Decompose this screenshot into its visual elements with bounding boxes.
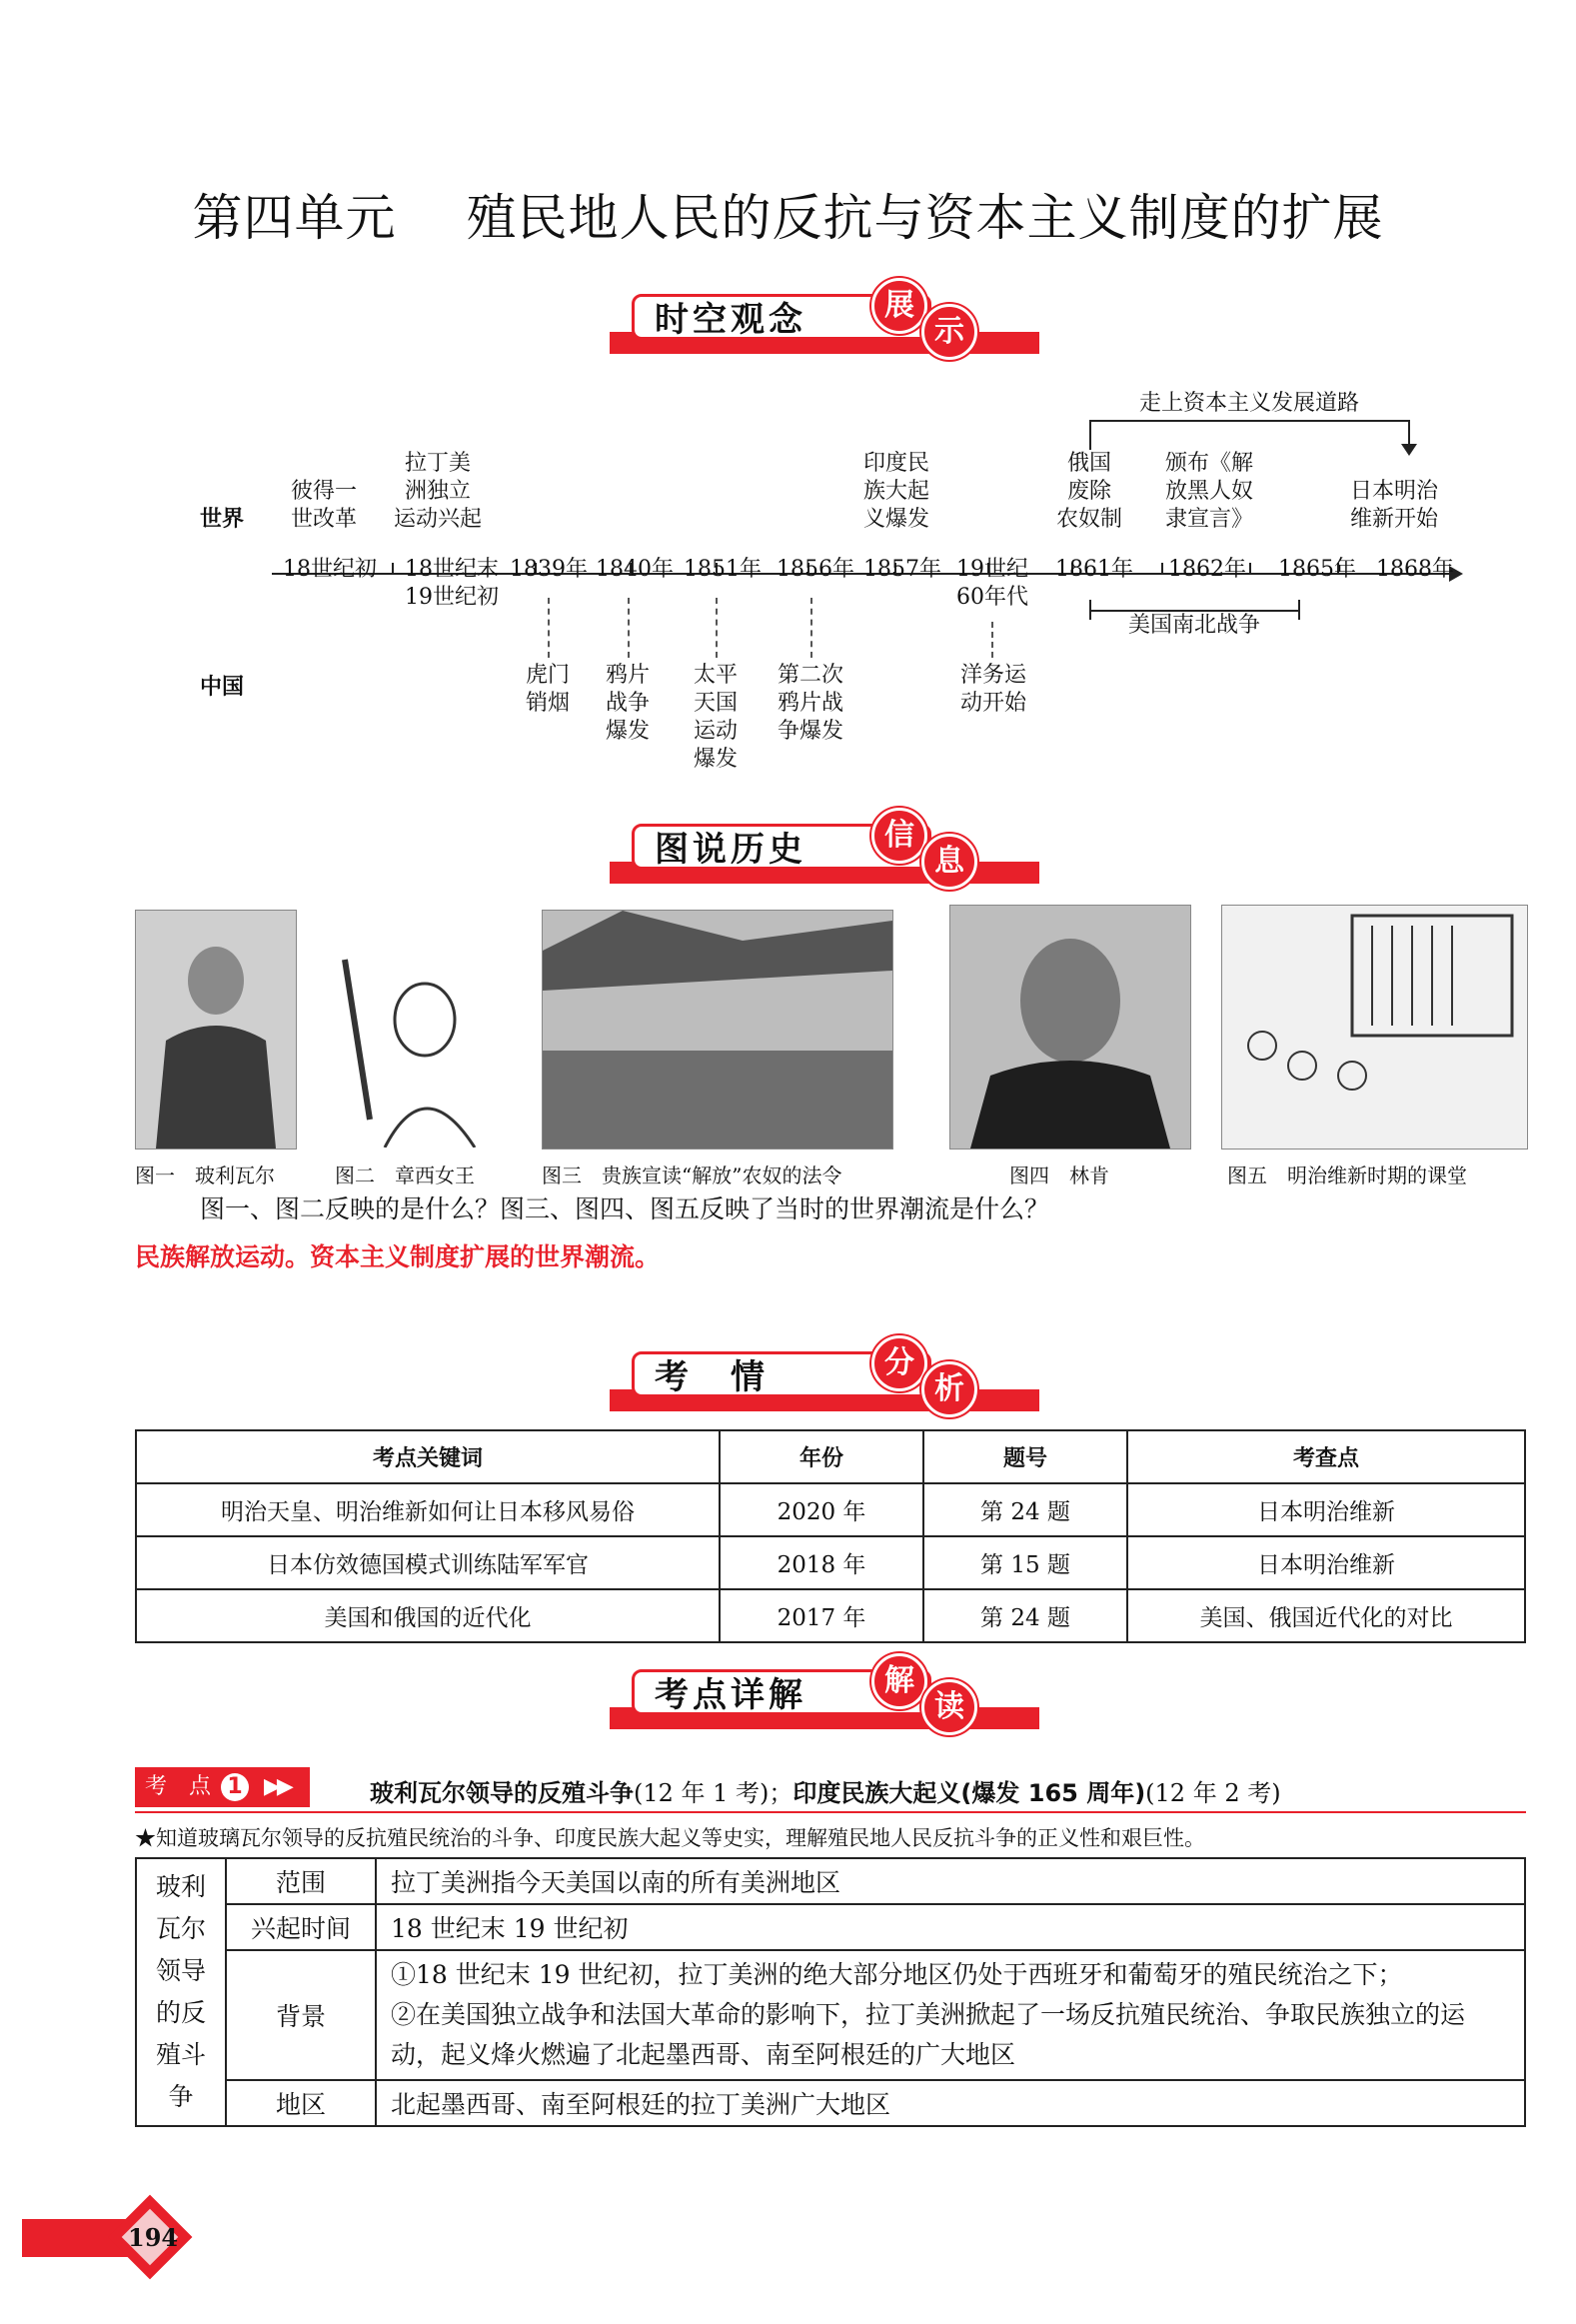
bracket-top-line [1089, 420, 1409, 422]
table-row [136, 2080, 1525, 2126]
banner-detail-text: 考点详解 [632, 1669, 931, 1715]
banner-badge-2: 析 [921, 1361, 977, 1417]
year-label: 18世纪末 19世纪初 [405, 557, 499, 610]
year-label: 1857年 [863, 557, 941, 582]
main-label: 玻利瓦尔领导的反殖斗争 [136, 1858, 226, 2126]
banner-timeline-text: 时空观念 [632, 294, 931, 340]
year-label: 1862年 [1168, 557, 1246, 582]
scene-classroom-icon [1221, 905, 1528, 1150]
exam-table [135, 1429, 1526, 1643]
table-cell: 第 24 题 [923, 1589, 1127, 1642]
bracket-top-label: 走上资本主义发展道路 [1138, 391, 1359, 416]
caption: 图二 章西女王 [335, 1163, 475, 1187]
year-label: 1840年 [596, 557, 674, 582]
year-label: 1868年 [1376, 557, 1454, 582]
table-cell: 日本明治维新 [1127, 1536, 1525, 1589]
year-label: 1865年 [1278, 557, 1356, 582]
page-number: 194 [128, 2223, 179, 2252]
table-row [136, 1589, 1525, 1642]
portrait-rani-icon [325, 950, 505, 1148]
banner-exam-text: 考 情 [632, 1351, 931, 1397]
caption: 图五 明治维新时期的课堂 [1227, 1163, 1467, 1187]
world-event: 印度民 族大起 义爆发 [862, 451, 929, 532]
table-cell: 2018 年 [720, 1536, 923, 1589]
kaodian-label: 考 点 [145, 1774, 212, 1799]
table-row [136, 1536, 1525, 1589]
table-cell: 日本明治维新 [1127, 1483, 1525, 1536]
kaodian-title-b-note: (12 年 2 考) [1145, 1779, 1281, 1807]
banner-timeline [610, 288, 1039, 354]
caption: 图一 玻利瓦尔 [135, 1163, 275, 1187]
year-label: 1856年 [777, 557, 854, 582]
portrait-lincoln-icon [949, 905, 1191, 1150]
kaodian-title-a-note: (12 年 1 考)； [634, 1779, 793, 1807]
banner-badge-1: 分 [871, 1335, 927, 1391]
year-label: 18世纪初 [283, 557, 377, 582]
year-label: 1861年 [1055, 557, 1133, 582]
china-label: 中国 [200, 675, 245, 700]
table-cell: 美国、俄国近代化的对比 [1127, 1589, 1525, 1642]
double-arrow-icon: ▶▶ [264, 1774, 290, 1799]
unit-title [0, 178, 1576, 250]
world-event: 颁布《解 放黑人奴 隶宣言》 [1164, 451, 1253, 532]
china-event: 鸦片 战争 爆发 [605, 663, 650, 744]
banner-badge-1: 解 [871, 1653, 927, 1709]
scene-decree-icon [542, 910, 893, 1150]
row-content: ①18 世纪末 19 世纪初，拉丁美洲的绝大部分地区仍处于西班牙和葡萄牙的殖民统治之下； ②在美国独立战争和法国大革命的影响下，拉丁美洲掀起了一场反抗殖民统治、争取民族独立的运动，起义烽火燃遍了北起墨西哥、南至阿根廷的广大地区 [376, 1950, 1525, 2080]
banner-badge-2: 息 [921, 834, 977, 890]
row-label: 范围 [226, 1858, 376, 1904]
kaodian-title-b: 印度民族大起义(爆发 165 周年) [792, 1779, 1146, 1807]
divider [135, 1811, 1526, 1813]
kaodian-title [370, 1773, 1281, 1808]
world-event: 俄国 废除 农奴制 [1055, 451, 1122, 532]
kaodian-tag [135, 1767, 310, 1807]
portrait-bolivar-icon [135, 910, 297, 1150]
kaodian-number: 1 [221, 1773, 249, 1801]
bracket-bottom-label: 美国南北战争 [1127, 613, 1260, 638]
bracket-top-left [1089, 420, 1091, 450]
year-label: 1839年 [510, 557, 588, 582]
banner-exam [610, 1345, 1039, 1411]
banner-detail [610, 1663, 1039, 1729]
world-event: 日本明治 维新开始 [1349, 479, 1438, 532]
table-cell: 2017 年 [720, 1589, 923, 1642]
banner-badge-1: 展 [871, 278, 927, 334]
china-event: 虎门 销烟 [525, 663, 570, 716]
table-header-row [136, 1430, 1525, 1483]
unit-number: 第四单元 [192, 189, 397, 247]
year-label: 1851年 [684, 557, 762, 582]
world-event: 拉丁美 洲独立 运动兴起 [393, 451, 482, 532]
table-row [136, 1950, 1525, 2080]
kaodian-title-a: 玻利瓦尔领导的反殖斗争 [370, 1779, 634, 1807]
table-cell: 美国和俄国的近代化 [136, 1589, 720, 1642]
row-label: 地区 [226, 2080, 376, 2126]
table-cell: 第 24 题 [923, 1483, 1127, 1536]
detail-table [135, 1857, 1526, 2127]
column-header: 考查点 [1127, 1430, 1525, 1483]
world-label: 世界 [200, 507, 245, 532]
column-header: 年份 [720, 1430, 923, 1483]
caption: 图四 林肯 [1009, 1163, 1109, 1187]
table-cell: 2020 年 [720, 1483, 923, 1536]
row-content: 北起墨西哥、南至阿根廷的拉丁美洲广大地区 [376, 2080, 1525, 2126]
bracket-top-arrow [1401, 444, 1417, 456]
table-row [136, 1904, 1525, 1950]
china-event: 洋务运 动开始 [959, 663, 1026, 716]
answer-text: 民族解放运动。资本主义制度扩展的世界潮流。 [135, 1242, 661, 1271]
table-row [136, 1858, 1525, 1904]
row-label: 兴起时间 [226, 1904, 376, 1950]
bracket-top-right [1408, 420, 1410, 446]
banner-pictures [610, 818, 1039, 884]
year-label: 19世纪 60年代 [956, 557, 1028, 610]
row-label: 背景 [226, 1950, 376, 2080]
banner-badge-1: 信 [871, 808, 927, 864]
page-number-badge [22, 2197, 202, 2277]
table-row [136, 1483, 1525, 1536]
unit-name: 殖民地人民的反抗与资本主义制度的扩展 [466, 189, 1384, 247]
column-header: 考点关键词 [136, 1430, 720, 1483]
china-event: 第二次 鸦片战 争爆发 [777, 663, 843, 744]
column-header: 题号 [923, 1430, 1127, 1483]
row-content: 18 世纪末 19 世纪初 [376, 1904, 1525, 1950]
world-event: 彼得一 世改革 [290, 479, 357, 532]
caption: 图三 贵族宣读“解放”农奴的法令 [542, 1163, 842, 1187]
table-cell: 明治天皇、明治维新如何让日本移风易俗 [136, 1483, 720, 1536]
china-event: 太平 天国 运动 爆发 [693, 663, 738, 772]
row-content: 拉丁美洲指今天美国以南的所有美洲地区 [376, 1858, 1525, 1904]
banner-badge-2: 示 [921, 304, 977, 360]
question-text: 图一、图二反映的是什么？图三、图四、图五反映了当时的世界潮流是什么？ [200, 1194, 1050, 1223]
star-note: ★知道玻璃瓦尔领导的反抗殖民统治的斗争、印度民族大起义等史实，理解殖民地人民反抗斗争的正义性和艰巨性。 [135, 1826, 1205, 1850]
banner-badge-2: 读 [921, 1679, 977, 1735]
table-cell: 日本仿效德国模式训练陆军军官 [136, 1536, 720, 1589]
banner-pictures-text: 图说历史 [632, 824, 931, 870]
table-cell: 第 15 题 [923, 1536, 1127, 1589]
